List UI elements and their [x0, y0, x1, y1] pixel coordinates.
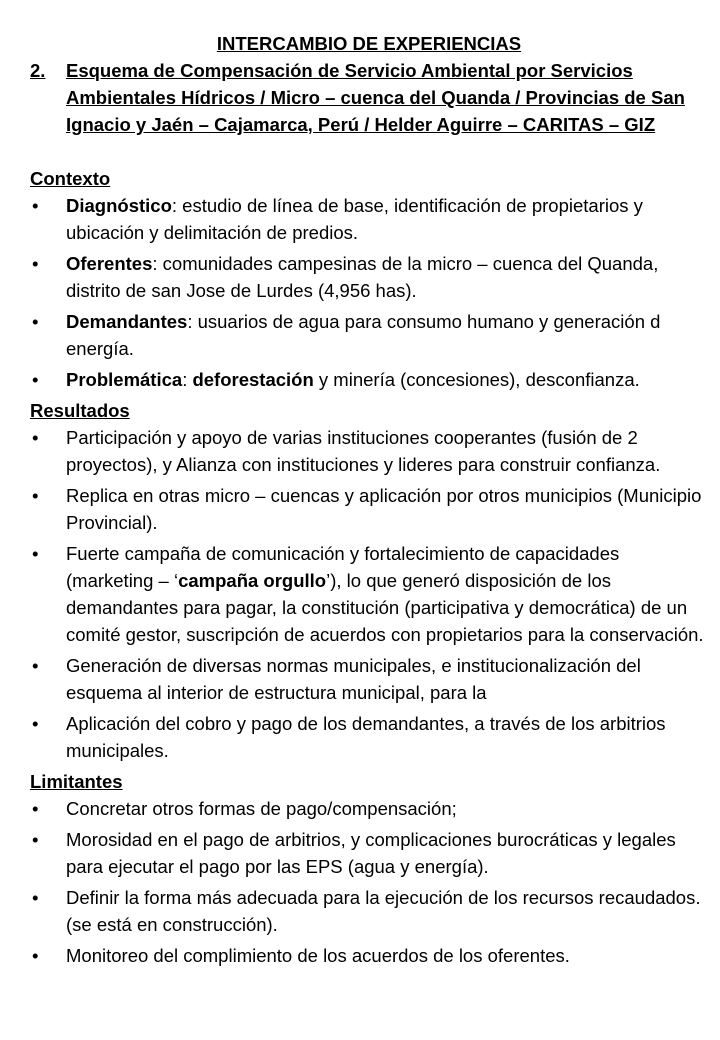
- contexto-list: [30, 192, 708, 393]
- item-number: 2.: [30, 60, 46, 81]
- bullet: •: [32, 543, 39, 564]
- bold-term: Oferentes: [66, 253, 153, 274]
- item-text: : comunidades campesinas de la micro – cuenca del Quanda, distrito de san Jose de Lurdes (4,956 has).: [66, 253, 659, 301]
- bullet: •: [32, 369, 39, 390]
- item-text: ’), lo que generó disposición de los demandantes para pagar, la constitución (participativa y democrática) de un comité gestor, suscripción de acuerdos con propietarios para la conservación.: [66, 570, 704, 645]
- bullet: •: [32, 427, 39, 448]
- resultados-list: [30, 424, 708, 764]
- list-item: [30, 652, 708, 706]
- item-heading: Esquema de Compensación de Servicio Ambiental por Servicios Ambientales Hídricos / Micro – cuenca del Quanda / Provincias de San Ignacio y Jaén – Cajamarca, Perú / Helder Aguirre – CARITAS – GIZ: [66, 60, 685, 135]
- bullet: •: [32, 195, 39, 216]
- item-text: y minería (concesiones), desconfianza.: [313, 369, 640, 390]
- item-text: Generación de diversas normas municipales, e institucionalización del esquema al interior de estructura municipal, para la: [66, 655, 641, 703]
- list-item: [30, 424, 708, 478]
- list-item: [30, 482, 708, 536]
- item-text: Morosidad en el pago de arbitrios, y complicaciones burocráticas y legales para ejecutar el pago por las EPS (agua y energía).: [66, 829, 676, 877]
- item-text: Concretar otros formas de pago/compensación;: [66, 798, 457, 819]
- bullet: •: [32, 253, 39, 274]
- list-item: [30, 250, 708, 304]
- bold-term: Problemática: [66, 369, 183, 390]
- bullet: •: [32, 713, 39, 734]
- section-heading-limitantes: Limitantes: [30, 771, 123, 792]
- list-item: [30, 710, 708, 764]
- section-heading-contexto: Contexto: [30, 168, 111, 189]
- item-text: Aplicación del cobro y pago de los demandantes, a través de los arbitrios municipales.: [66, 713, 666, 761]
- limitantes-list: [30, 795, 708, 969]
- item-text: Fuerte campaña de comunicación y fortalecimiento de capacidades (marketing – ‘: [66, 543, 620, 591]
- item-text: Definir la forma más adecuada para la ejecución de los recursos recaudados. (se está en construcción).: [66, 887, 701, 935]
- bullet: •: [32, 829, 39, 850]
- list-item: [30, 308, 708, 362]
- numbered-item: [30, 57, 708, 138]
- page-title: INTERCAMBIO DE EXPERIENCIAS: [216, 33, 522, 54]
- list-item: [30, 192, 708, 246]
- bold-term: campaña orgullo: [178, 570, 327, 591]
- item-text: Participación y apoyo de varias instituciones cooperantes (fusión de 2 proyectos), y Alianza con instituciones y lideres para construir confianza.: [66, 427, 661, 475]
- bullet: •: [32, 945, 39, 966]
- item-text: Replica en otras micro – cuencas y aplicación por otros municipios (Municipio Provincial).: [66, 485, 702, 533]
- item-text: Monitoreo del complimiento de los acuerdos de los oferentes.: [66, 945, 570, 966]
- item-text: : usuarios de agua para consumo humano y generación d energía.: [66, 311, 661, 359]
- item-text: : estudio de línea de base, identificación de propietarios y ubicación y delimitación de predios.: [66, 195, 643, 243]
- list-item: [30, 884, 708, 938]
- list-item: [30, 795, 708, 822]
- list-item: [30, 540, 708, 648]
- item-text: :: [182, 369, 193, 390]
- bold-term: deforestación: [192, 369, 314, 390]
- list-item: [30, 826, 708, 880]
- bullet: •: [32, 311, 39, 332]
- list-item: [30, 942, 708, 969]
- bullet: •: [32, 798, 39, 819]
- bullet: •: [32, 485, 39, 506]
- section-heading-resultados: Resultados: [30, 400, 130, 421]
- bullet: •: [32, 887, 39, 908]
- bold-term: Diagnóstico: [66, 195, 172, 216]
- bold-term: Demandantes: [66, 311, 188, 332]
- list-item: [30, 366, 708, 393]
- bullet: •: [32, 655, 39, 676]
